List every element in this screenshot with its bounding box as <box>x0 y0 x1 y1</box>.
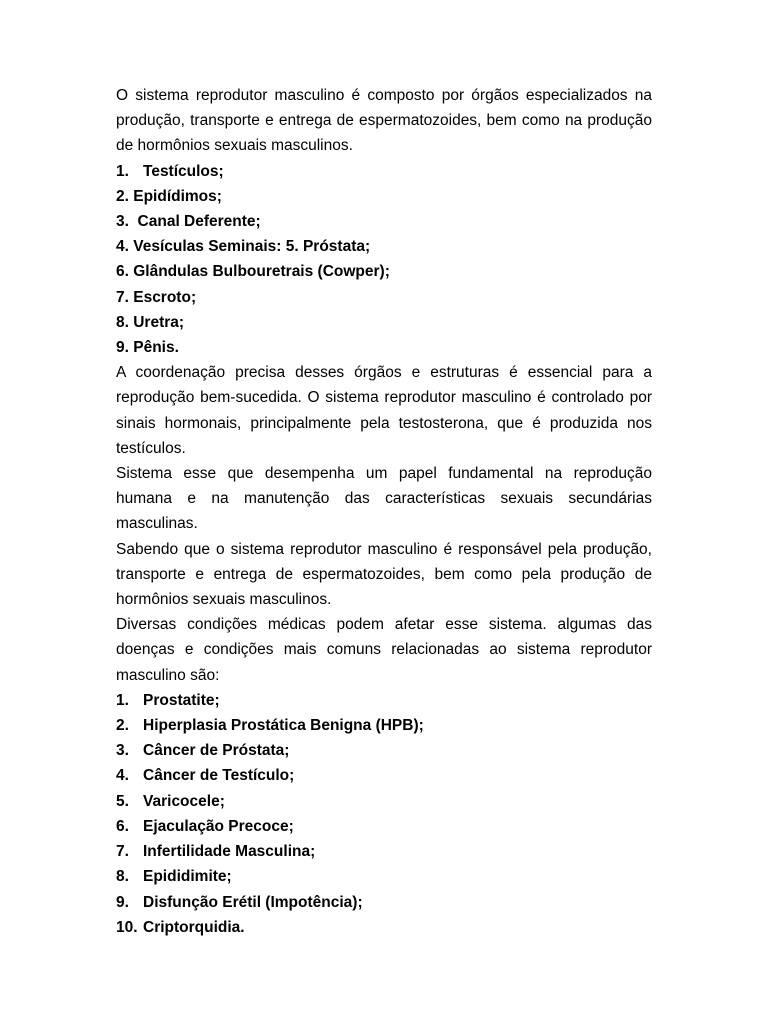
body-paragraph: Sistema esse que desempenha um papel fundamental na reprodução humana e na manutenção das características sexuais secundárias masculinas. <box>116 465 652 533</box>
list-label: Prostatite; <box>143 691 220 709</box>
list-label: Ejaculação Precoce; <box>143 817 294 835</box>
list-item: 7. Escroto; <box>116 288 197 306</box>
list-item: 4. Vesículas Seminais: 5. Próstata; <box>116 238 371 256</box>
list-label: Infertilidade Masculina; <box>143 843 316 861</box>
list-number: 10. <box>116 918 138 936</box>
list-item <box>116 864 652 889</box>
list-item: 9. Pênis. <box>116 339 179 357</box>
list-label: Hiperplasia Prostática Benigna (HPB); <box>143 717 424 735</box>
list-item: 3. Canal Deferente; <box>116 213 261 231</box>
list-label: Câncer de Próstata; <box>143 742 290 760</box>
list-item <box>116 839 652 864</box>
list-item <box>116 688 652 713</box>
list-number: 9. <box>116 893 129 911</box>
body-paragraph: A coordenação precisa desses órgãos e estruturas é essencial para a reprodução bem-sucedida. O sistema reprodutor masculino é controlado por sinais hormonais, principalmente pela testosterona, que é produzida nos testículos. <box>116 364 652 457</box>
list-item <box>116 713 652 738</box>
body-paragraph: Sabendo que o sistema reprodutor masculino é responsável pela produção, transporte e entrega de espermatozoides, bem como pela produção de hormônios sexuais masculinos. <box>116 540 652 609</box>
list-item <box>116 738 652 763</box>
list-item <box>116 763 652 788</box>
body-paragraph: Diversas condições médicas podem afetar esse sistema. algumas das doenças e condições mais comuns relacionadas ao sistema reprodutor masculino são: <box>116 616 652 684</box>
list-item: 2. Epidídimos; <box>116 187 222 205</box>
list-number: 7. <box>116 843 129 861</box>
list-label: Criptorquidia. <box>143 918 245 936</box>
organs-list <box>116 159 652 361</box>
list-item <box>116 915 652 940</box>
list-label: Epididimite; <box>143 868 232 886</box>
list-item <box>116 789 652 814</box>
list-label: Varicocele; <box>143 792 225 810</box>
list-label: Disfunção Erétil (Impotência); <box>143 893 363 911</box>
list-number: 1. <box>116 162 129 180</box>
conditions-list <box>116 688 652 940</box>
list-number: 4. <box>116 767 129 785</box>
list-number: 3. <box>116 742 129 760</box>
list-item: 8. Uretra; <box>116 313 185 331</box>
list-label: Câncer de Testículo; <box>143 767 295 785</box>
list-number: 5. <box>116 792 129 810</box>
list-item <box>116 890 652 915</box>
list-label: Testículos; <box>143 162 224 180</box>
document-page <box>116 83 652 940</box>
list-item <box>116 814 652 839</box>
list-number: 1. <box>116 691 129 709</box>
list-item <box>116 159 652 184</box>
list-number: 8. <box>116 868 129 886</box>
intro-paragraph: O sistema reprodutor masculino é composto por órgãos especializados na produção, transporte e entrega de espermatozoides, bem como na produção de hormônios sexuais masculinos. <box>116 87 652 155</box>
list-number: 6. <box>116 817 129 835</box>
list-item: 6. Glândulas Bulbouretrais (Cowper); <box>116 263 390 281</box>
list-number: 2. <box>116 717 129 735</box>
